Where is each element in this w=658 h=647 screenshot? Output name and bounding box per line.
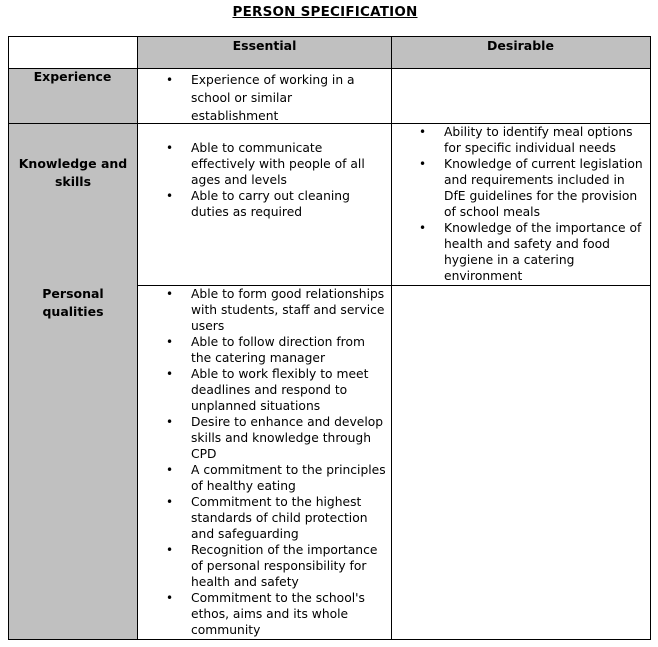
table-border-bottom	[8, 639, 650, 640]
personal-essential-list	[163, 286, 389, 638]
table-rule-col2	[391, 36, 392, 640]
list-item: • Able to form good relationships with students, staff and service users	[163, 286, 389, 334]
row-label-personal: Personal qualities	[42, 286, 104, 319]
list-item: • Commitment to the highest standards of child protection and safeguarding	[163, 494, 389, 542]
experience-essential-list	[163, 71, 383, 125]
list-item: • Knowledge of the importance of health and safety and food hygiene in a catering environment	[416, 220, 645, 284]
list-item: • Commitment to the school's ethos, aims and its whole community	[163, 590, 389, 638]
list-item: • Knowledge of current legislation and requirements included in DfE guidelines for the provision of school meals	[416, 156, 645, 220]
table-border-right	[650, 36, 651, 640]
list-item: • Experience of working in a school or similar establishment	[163, 71, 383, 125]
column-header-desirable: Desirable	[487, 38, 554, 53]
list-item: • Able to carry out cleaning duties as required	[163, 188, 389, 220]
list-item: • A commitment to the principles of healthy eating	[163, 462, 389, 494]
list-item: • Able to communicate effectively with people of all ages and levels	[163, 140, 389, 188]
row-label-knowledge: Knowledge and skills	[18, 156, 128, 189]
knowledge-essential-list	[163, 140, 389, 220]
row-label-column-shade	[8, 68, 138, 639]
table-border-left	[8, 36, 9, 640]
column-header-essential: Essential	[232, 38, 297, 53]
table-border-top	[8, 36, 650, 37]
page-title: PERSON SPECIFICATION	[232, 4, 418, 20]
list-item: • Desire to enhance and develop skills and knowledge through CPD	[163, 414, 389, 462]
list-item: • Able to follow direction from the catering manager	[163, 334, 389, 366]
list-item: • Ability to identify meal options for specific individual needs	[416, 124, 645, 156]
table-rule-col1	[137, 36, 138, 640]
row-label-experience: Experience	[33, 69, 112, 84]
knowledge-desirable-list	[416, 124, 645, 284]
list-item: • Able to work flexibly to meet deadlines and respond to unplanned situations	[163, 366, 389, 414]
list-item: • Recognition of the importance of personal responsibility for health and safety	[163, 542, 389, 590]
